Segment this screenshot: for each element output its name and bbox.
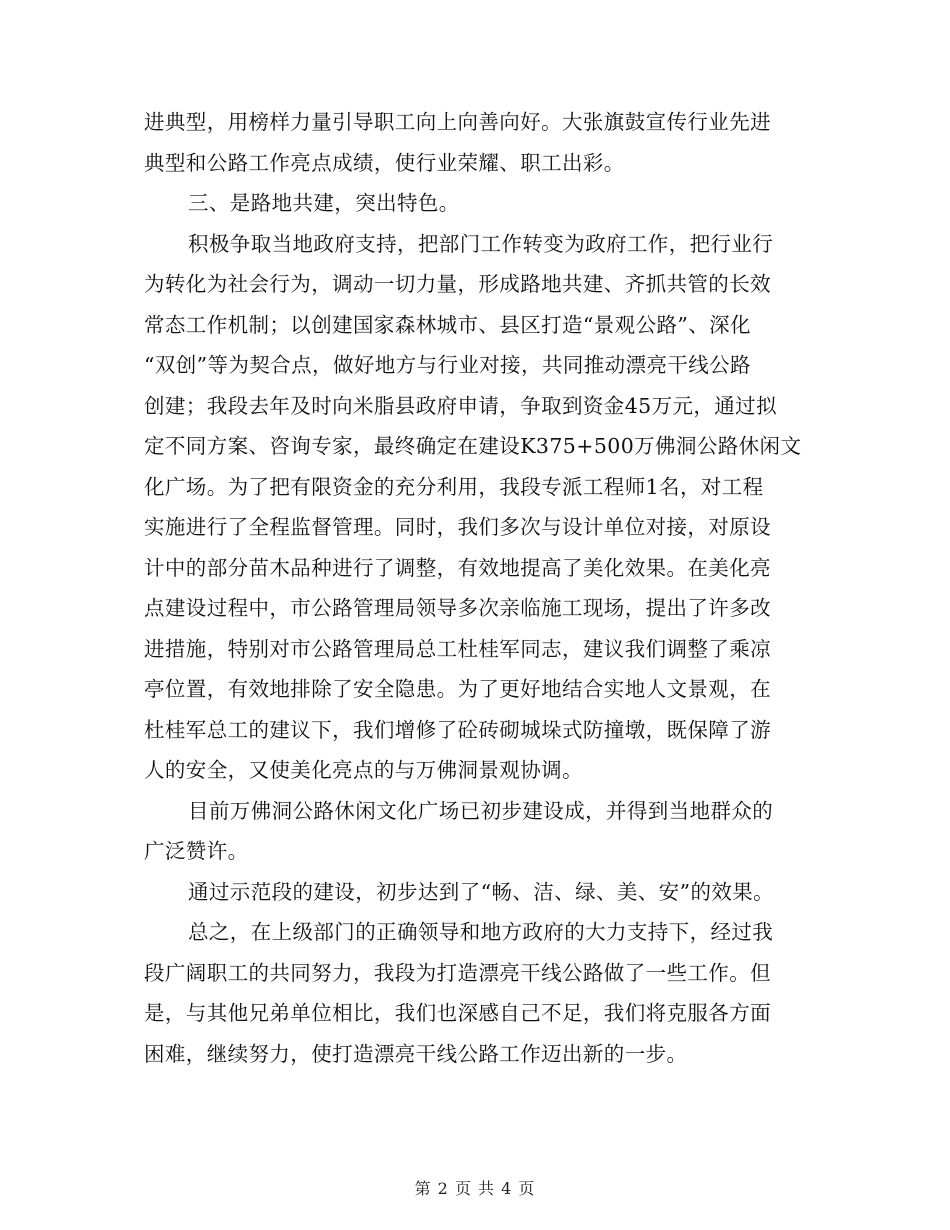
- text-line: 常态工作机制；以创建国家森林城市、县区打造“景观公路”、深化: [144, 312, 751, 337]
- text-line: 段广阔职工的共同努力，我段为打造漂亮干线公路做了一些工作。但: [144, 960, 771, 985]
- text-line: 定不同方案、咨询专家，最终确定在建设K375+500万佛洞公路休闲文: [144, 434, 802, 458]
- text-line: 进典型，用榜样力量引导职工向上向善向好。大张旗鼓宣传行业先进: [144, 110, 771, 134]
- text-line: 进措施，特别对市公路管理局总工杜桂军同志，建议我们调整了乘凉: [144, 636, 771, 661]
- page-number: 第 2 页 共 4 页: [414, 1179, 536, 1198]
- text-line: 化广场。为了把有限资金的充分利用，我段专派工程师1名，对工程: [144, 474, 764, 499]
- text-line: 是，与其他兄弟单位相比，我们也深感自己不足，我们将克服各方面: [144, 1001, 771, 1025]
- text-line: 实施进行了全程监督管理。同时，我们多次与设计单位对接，对原设: [144, 515, 771, 539]
- text-line: 人的安全，又使美化亮点的与万佛洞景观协调。: [144, 758, 583, 782]
- text-line: 目前万佛洞公路休闲文化广场已初步建设成，并得到当地群众的: [188, 798, 774, 823]
- text-line: 杜桂军总工的建议下，我们增修了砼砖砌城垛式防撞墩，既保障了游: [144, 717, 771, 742]
- text-line: 计中的部分苗木品种进行了调整，有效地提高了美化效果。在美化亮: [144, 555, 771, 580]
- section-heading: 三、是路地共建，突出特色。: [188, 191, 460, 215]
- text-line: 总之，在上级部门的正确领导和地方政府的大力支持下，经过我: [188, 920, 774, 944]
- text-line: 典型和公路工作亮点成绩，使行业荣耀、职工出彩。: [144, 150, 625, 175]
- text-line: 广泛赞许。: [144, 839, 249, 863]
- text-line: 积极争取当地政府支持，把部门工作转变为政府工作，把行业行: [188, 231, 774, 256]
- text-line: “双创”等为契合点，做好地方与行业对接，共同推动漂亮干线公路: [144, 353, 751, 377]
- document-body: [144, 102, 810, 1074]
- text-line: 点建设过程中，市公路管理局领导多次亲临施工现场，提出了许多改: [144, 596, 771, 620]
- text-line: 通过示范段的建设，初步达到了“畅、洁、绿、美、安”的效果。: [188, 879, 775, 904]
- text-line: 创建；我段去年及时向米脂县政府申请，争取到资金45万元，通过拟: [144, 393, 777, 418]
- text-line: 亭位置，有效地排除了安全隐患。为了更好地结合实地人文景观，在: [144, 677, 771, 701]
- text-line: 为转化为社会行为，调动一切力量，形成路地共建、齐抓共管的长效: [144, 272, 771, 296]
- text-line: 困难，继续努力，使打造漂亮干线公路工作迈出新的一步。: [144, 1041, 688, 1066]
